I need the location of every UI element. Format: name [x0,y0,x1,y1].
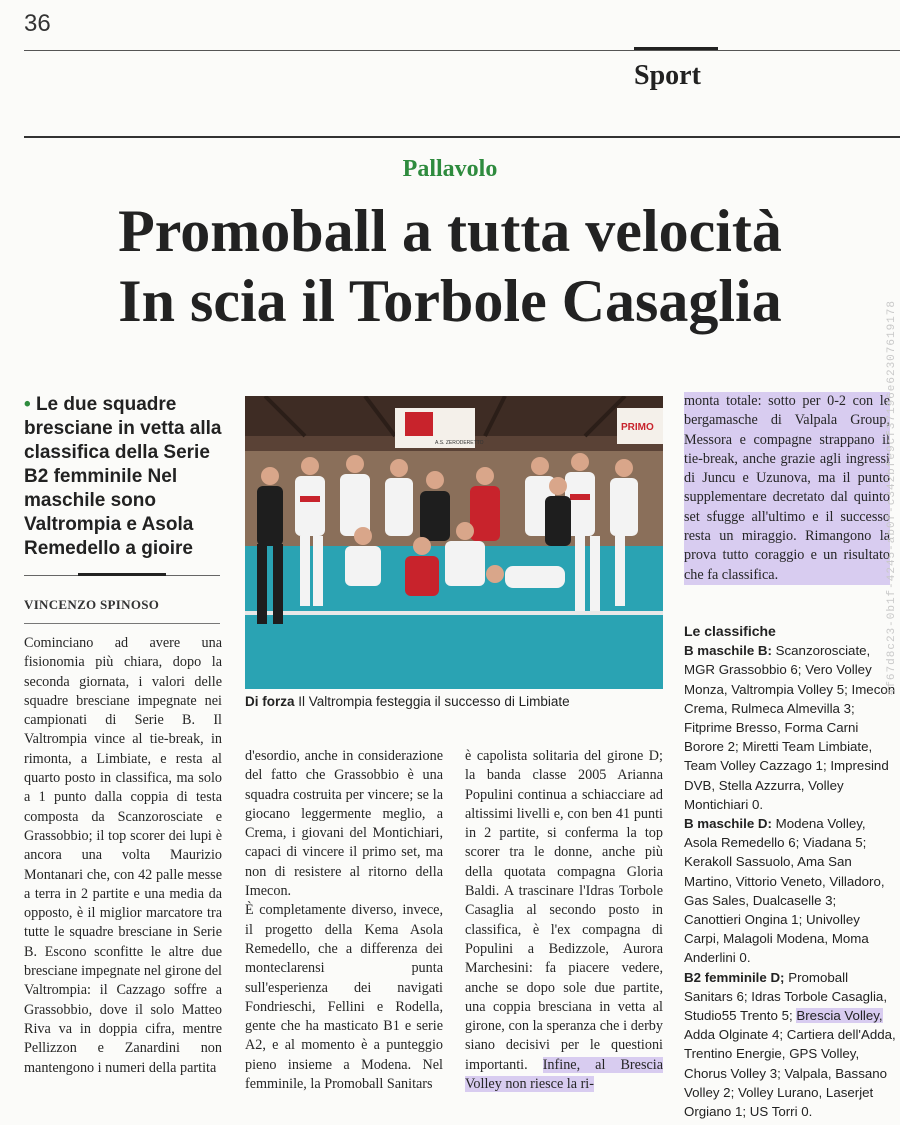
article-column-2: d'esordio, anche in considerazione del fatto che Grassobbio è una squadra costruita per vincere; se la giocano leggermente meglio, a Crema, i giovani del Montichiari, capaci di vincere il primo set, ma non di resistere al ritorno della Imecon. È completamente diverso, invece, il progetto della Kema Asola Remedello, che a differenza dei monteclarensi punta sull'esperienza dei navigati Fondrieschi, Fellini e Rodella, gente che ha masticato B1 e serie A2, e al momento è a punteggio pieno insieme a Modena. Nel femminile, la Promoball Sanitars [245,748,443,1093]
standings-b-maschile-b-text: Scanzorosciate, MGR Grassobbio 6; Vero Volley Monza, Valtrompia Volley 5; Imecon Crema, Rulmeca Almevilla 3; Fitprime Bresso, Forma Carni Borore 2; Miretti Team Limbiate, Team Volley Cazzago 1; Impresind DVB, Stella Azzurra, Volley Montichiari 0. [684,643,896,812]
banner-left-text: A.S. ZERODERETTO [435,440,484,446]
top-rule [24,50,900,51]
summary-text: Le due squadre bresciane in vetta alla classifica della Serie B2 femminile Nel maschile sono Valtrompia e Asola Remedello a gioire [24,394,222,559]
article-column-1: Cominciano ad avere una fisionomia più chiara, dopo la seconda giornata, i valori delle squadre bresciane impegnate nei campionati di Serie B. Il Valtrompia vince al tie-break, in rimonta, a Limbiate, e resta al quarto posto in classifica, ma solo a 1 punto dalla coppia di testa composta da Scanzorosciate e Grassobbio; il top scorer dei lupi è ancora una volta Maurizio Montanari che, con 42 palle messe a terra in 2 partite e una media da opposto, è il miglior marcatore tra tutte le squadre bresciane in Serie B. Escono sconfitte le altre due bresciane impegnate nel girone del Valtrompia: il Cazzago soffre a Grassobbio, dove il solo Matteo Riva va in doppia cifra, mentre Pellizzon e Zanardini non mantengono i numeri della partita [24,635,222,1076]
team-photo-illustration [245,396,663,689]
section-marker-bar [634,47,718,50]
section-rule [24,136,900,138]
caption-text: Il Valtrompia festeggia il successo di Limbiate [294,694,570,709]
byline-rule-bottom [24,623,220,624]
article-summary [24,393,224,561]
column-3-highlighted-text: Infine, al Brescia Volley non riesce la ri- [465,1056,663,1093]
caption-lead: Di forza [245,694,295,709]
standings-b2-femminile-d-text-b: Adda Olginate 4; Cartiera dell'Adda, Trentino Energie, GPS Volley, Chorus Volley 3; Valpala, Bassano Volley 2; Volley Lurano, Laserjet Orgiano 1; US Torri 0. [684,1027,896,1120]
standings-b2-femminile-d-text-a: Promoball Sanitars 6; Idras Torbole Casaglia, Studio55 Trento 5; [684,969,888,1024]
standings-b-maschile-b-label: B maschile B: [684,643,772,659]
byline-rule-accent [78,573,166,576]
article-column-4-highlighted: monta totale: sotto per 0-2 con le bergamasche di Valpala Group, Messora e compagne strappano il tie-break, anche grazie agli ingressi di Juncu e Uzunova, ma il punto supplementare decretato dal quinto set sfugge all'ultimo e il successo resta un miraggio. Rimangono la prova tutto coraggio e un risultato che fa classifica. [684,392,890,585]
standings-b2-femminile-d-label: B2 femminile D; [684,969,785,985]
standings-b-maschile-d [684,814,896,968]
standings-highlighted-team: Brescia Volley, [796,1008,883,1024]
standings-b-maschile-d-label: B maschile D: [684,816,772,832]
section-title: Sport [634,60,701,91]
standings-title: Le classifiche [684,623,776,639]
standings-b-maschile-b [684,641,896,814]
byline: VINCENZO SPINOSO [24,597,160,612]
page-number: 36 [24,10,51,37]
summary-bullet: • [24,394,31,415]
article-column-3 [465,747,663,1094]
standings-box [684,622,896,1121]
article-photo [245,396,663,689]
standings-b2-femminile-d [684,968,896,1122]
column-3-text: è capolista solitaria del girone D; la banda classe 2005 Arianna Populini continua a schiacciare ad altissimi livelli e, con ben 41 punti in 2 partite, si conferma la top scorer tra le donne, anche più della quotata compagna Gloria Baldi. A trascinare l'Idras Torbole Casaglia al secondo posto in classifica, è l'ex compagna di Populini a Bedizzole, Aurora Marchesini: fa piacere vedere, anche se dopo sole due partite, una coppia bresciana in vetta al girone, con la speranza che i derby siano decisivi per le questioni importanti. [465,748,663,1073]
headline-line-2: In scia il Torbole Casaglia [118,268,782,334]
article-headline [0,196,900,336]
standings-b-maschile-d-text: Modena Volley, Asola Remedello 6; Viadana 5; Kerakoll Sassuolo, Ama San Martino, Vittorio Veneto, Villadoro, Gas Sales, Dualcaselle 3; Canottieri Ongina 1; Univolley Carpi, Malagoli Modena, Moma Anderlini 0. [684,816,885,966]
photo-caption [245,694,665,709]
headline-line-1: Promoball a tutta velocità [118,198,782,264]
side-identifier: 4f67d8c23-0b1f-4245-ab0f-c342bfe9cf37196e62307619178 [886,300,898,696]
banner-right-text: PRIMO [621,422,654,433]
article-kicker: Pallavolo [402,156,498,182]
